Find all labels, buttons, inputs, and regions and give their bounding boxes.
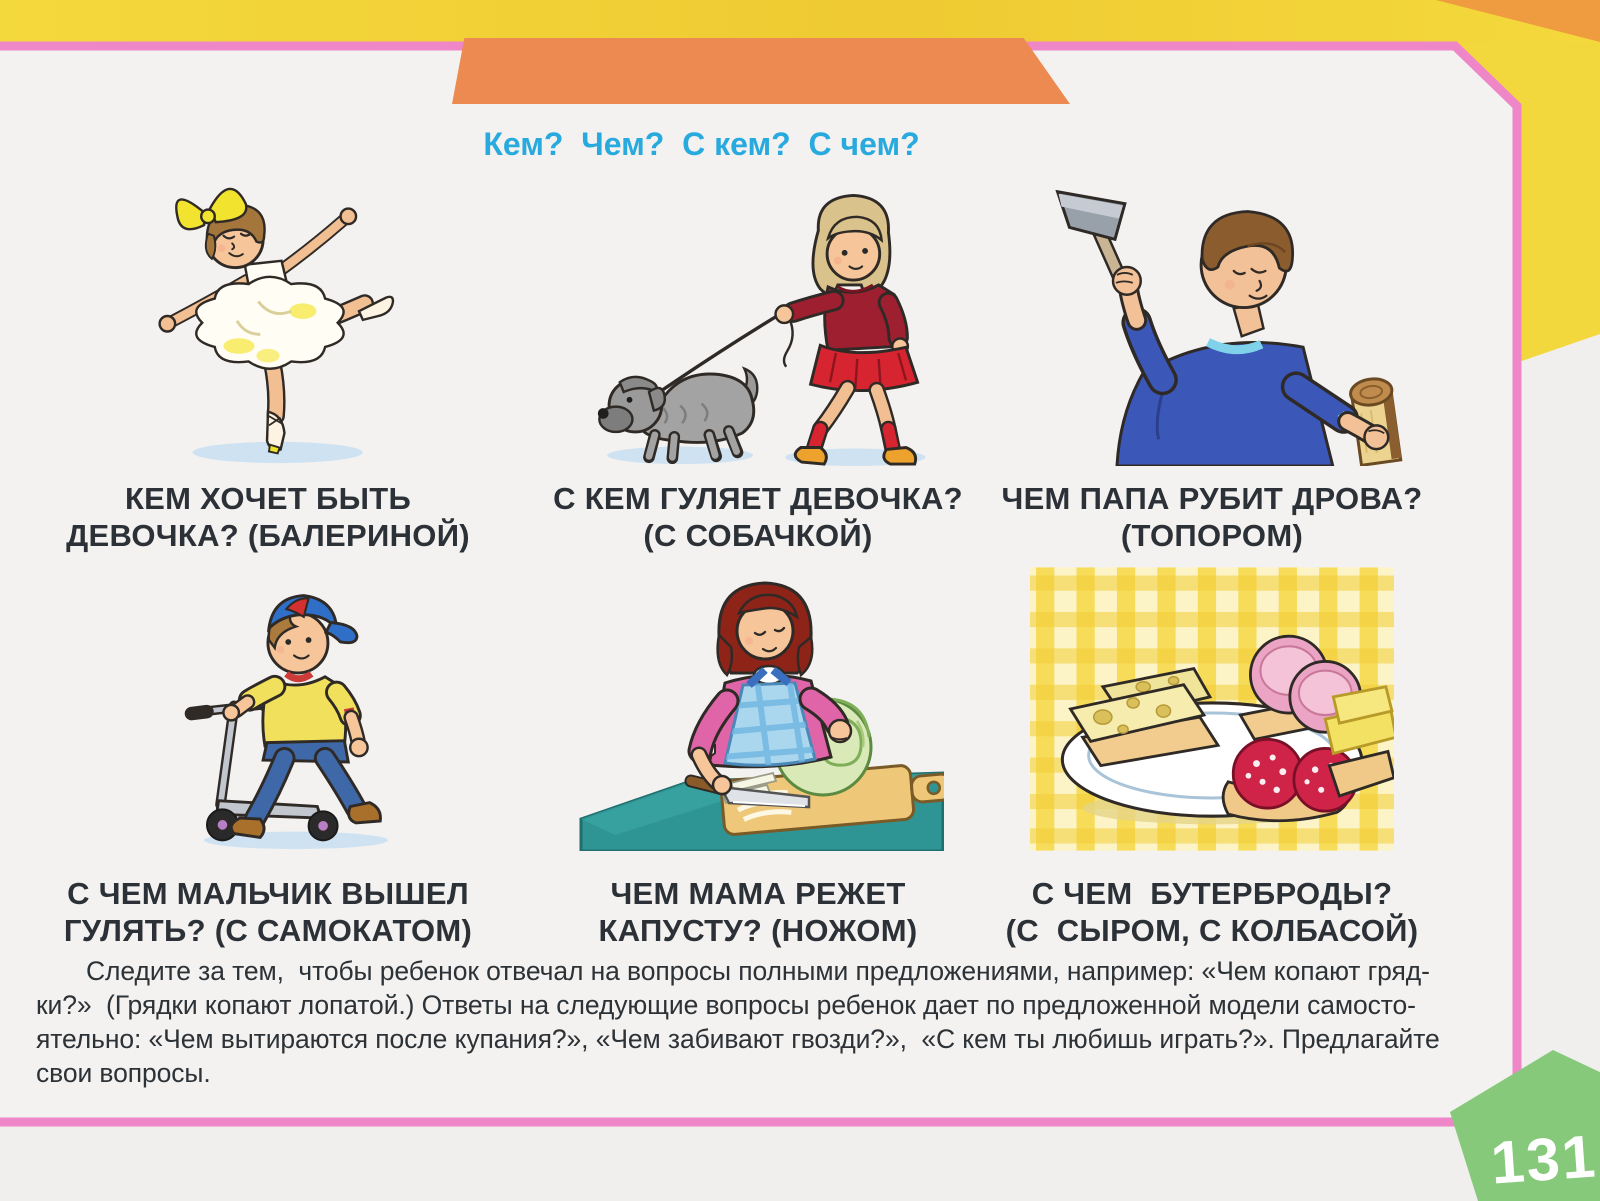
dad-chopping-wood-illustration — [972, 166, 1452, 466]
header-banner — [452, 38, 1070, 104]
caption-line: КЕМ ХОЧЕТ БЫТЬ — [124, 481, 412, 516]
card-girl-dog — [513, 166, 1003, 554]
caption-line: (С СОБАЧКОЙ) — [643, 518, 873, 553]
card-caption — [33, 480, 503, 554]
parent-instructions — [36, 954, 1488, 1090]
mom-cutting-cabbage-illustration — [513, 551, 1003, 851]
mom-cabbage-drawing — [572, 551, 944, 851]
card-mom-cabbage — [513, 551, 1003, 949]
sandwiches-drawing — [1030, 567, 1394, 851]
sandwiches-plate-illustration — [972, 551, 1452, 851]
caption-line: ЧЕМ МАМА РЕЖЕТ — [610, 876, 906, 911]
caption-line: КАПУСТУ? (НОЖОМ) — [598, 913, 918, 948]
card-ballerina — [33, 166, 503, 554]
girl-walking-dog-illustration — [513, 166, 1003, 466]
dad-axe-drawing — [1014, 164, 1410, 466]
card-caption — [513, 875, 1003, 949]
card-boy-scooter — [33, 551, 503, 949]
instructions-line: ятельно: «Чем вытираются после купания?», «Чем забивают гвозди?», «С кем ты любишь играть?». Предлагайте — [36, 1024, 1440, 1054]
caption-line: С ЧЕМ БУТЕРБРОДЫ? — [1031, 876, 1393, 911]
instructions-line: свои вопросы. — [36, 1058, 211, 1088]
case-questions: Кем? Чем? С кем? С чем? — [483, 126, 920, 162]
girl-dog-drawing — [567, 174, 949, 466]
instructions-line: Следите за тем, чтобы ребенок отвечал на вопросы полными предложениями, например: «Чем копают гряд- — [86, 956, 1430, 986]
ballerina-illustration — [33, 166, 503, 466]
caption-line: (С СЫРОМ, С КОЛБАСОЙ) — [1005, 913, 1419, 948]
card-caption — [972, 875, 1452, 949]
card-caption — [513, 480, 1003, 554]
caption-line: (ТОПОРОМ) — [1120, 518, 1304, 553]
boy-with-scooter-illustration — [61, 551, 531, 851]
card-caption — [33, 875, 503, 949]
caption-line: С ЧЕМ МАЛЬЧИК ВЫШЕЛ — [67, 876, 469, 911]
caption-line: С КЕМ ГУЛЯЕТ ДЕВОЧКА? — [553, 481, 963, 516]
instructions-line: ки?» (Грядки копают лопатой.) Ответы на следующие вопросы ребенок дает по предложенной модели самосто- — [36, 990, 1416, 1020]
page-number: 131 — [1488, 1122, 1600, 1197]
caption-line: ДЕВОЧКА? (БАЛЕРИНОЙ) — [66, 518, 470, 553]
caption-line: ЧЕМ ПАПА РУБИТ ДРОВА? — [1001, 481, 1423, 516]
card-sandwiches — [972, 551, 1452, 949]
caption-line: ГУЛЯТЬ? (С САМОКАТОМ) — [63, 913, 473, 948]
card-dad-axe — [972, 166, 1452, 554]
boy-scooter-drawing — [150, 551, 442, 851]
ballerina-drawing — [118, 166, 418, 466]
card-caption — [972, 480, 1452, 554]
